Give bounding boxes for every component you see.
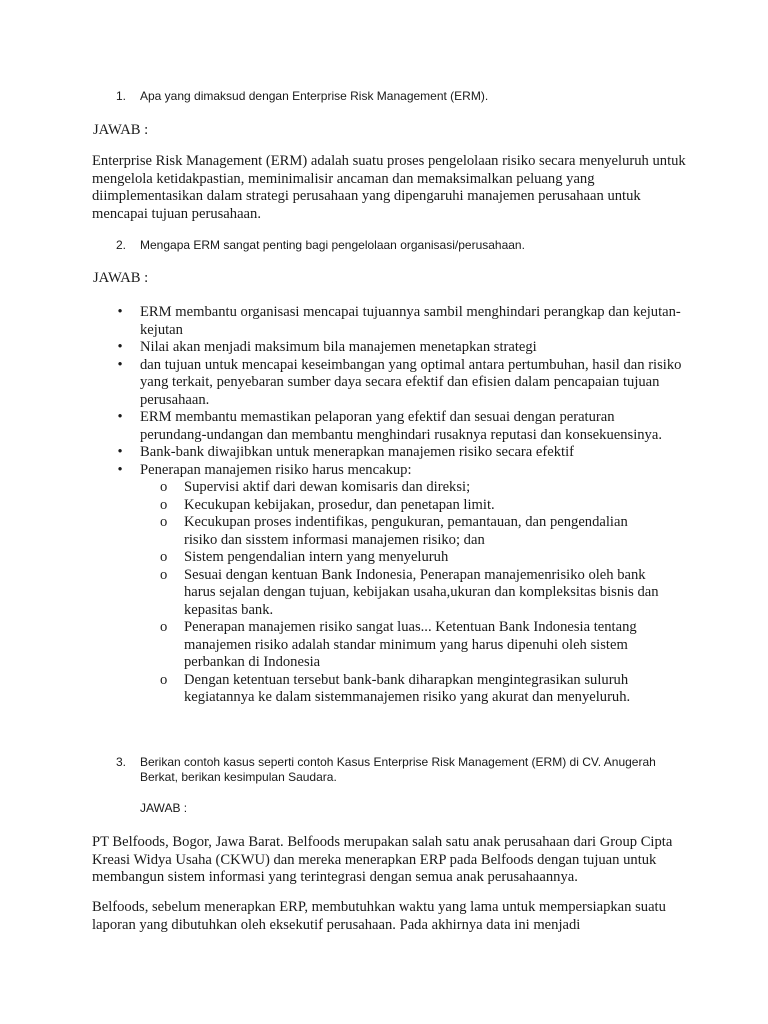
sub-list-item-text: Kecukupan proses indentifikas, pengukuran, pemantauan, dan pengendalian risiko dan sisstem informasi manajemen risiko; dan xyxy=(184,514,628,548)
question-1-number: 1. xyxy=(116,89,127,103)
question-3-text: Berikan contoh kasus seperti contoh Kasus Enterprise Risk Management (ERM) di CV. Anugerah Berkat, berikan kesimpulan Saudara. xyxy=(140,755,656,784)
list-item xyxy=(113,409,683,444)
sub-list-item xyxy=(160,549,660,567)
circle-bullet-icon: o xyxy=(160,496,168,513)
circle-bullet-icon: o xyxy=(160,479,168,495)
list-item xyxy=(113,462,683,707)
question-1 xyxy=(116,89,660,104)
circle-bullet-icon: o xyxy=(160,549,168,565)
circle-bullet-icon: o xyxy=(160,514,168,530)
answer-1-label: JAWAB : xyxy=(93,122,149,138)
answer-3-paragraph: PT Belfoods, Bogor, Jawa Barat. Belfoods merupakan salah satu anak perusahaan dari Group Cipta Kreasi Widya Usaha (CKWU) dan mereka menerapkan ERP pada Belfoods dengan tujuan untuk membangun sistem informasi yang terintegrasi dengan semua anak perusahaannya. xyxy=(92,834,673,885)
bullet-icon: • xyxy=(117,304,123,320)
sub-list-item xyxy=(160,672,660,707)
circle-bullet-icon: o xyxy=(160,619,168,635)
bullet-icon: • xyxy=(117,356,123,373)
bullet-icon: • xyxy=(117,461,123,478)
question-2-text: Mengapa ERM sangat penting bagi pengelolaan organisasi/perusahaan. xyxy=(140,238,525,252)
sub-list-item-text: Kecukupan kebijakan, prosedur, dan penetapan limit. xyxy=(184,496,495,513)
list-item-text: Bank-bank diwajibkan untuk menerapkan manajemen risiko secara efektif xyxy=(140,444,575,460)
sub-list-item xyxy=(160,514,660,549)
sub-list-item-text: Sistem pengendalian intern yang menyeluruh xyxy=(184,549,449,565)
list-item xyxy=(113,304,683,339)
question-3-number: 3. xyxy=(116,755,127,769)
sub-list-item-text: Sesuai dengan kentuan Bank Indonesia, Penerapan manajemenrisiko oleh bank harus sejalan dengan tujuan, kebijakan usaha,ukuran dan kompleksitas bisnis dan kepasitas bank. xyxy=(184,566,659,618)
list-item xyxy=(113,339,683,357)
sub-list-item xyxy=(160,479,660,497)
circle-bullet-icon: o xyxy=(160,566,168,583)
question-3 xyxy=(116,755,660,785)
answer-3-paragraph-2: Belfoods, sebelum menerapkan ERP, membutuhkan waktu yang lama untuk mempersiapkan suatu laporan yang dibutuhkan oleh eksekutif perusahaan. Pada akhirnya data ini menjadi xyxy=(92,899,666,933)
list-item-text: ERM membantu memastikan pelaporan yang efektif dan sesuai dengan peraturan perundang-undangan dan membantu menghindari rusaknya reputasi dan konsekuensinya. xyxy=(140,409,662,443)
sub-bullet-list xyxy=(160,479,660,707)
circle-bullet-icon: o xyxy=(160,671,168,688)
answer-3-label: JAWAB : xyxy=(140,801,188,815)
sub-list-item-text: Penerapan manajemen risiko sangat luas... Ketentuan Bank Indonesia tentang manajemen risiko adalah standar minimum yang harus dipenuhi oleh sistem perbankan di Indonesia xyxy=(184,619,637,670)
answer-1-paragraph: Enterprise Risk Management (ERM) adalah suatu proses pengelolaan risiko secara menyeluruh untuk mengelola ketidakpastian, meminimalisir ancaman dan memaksimalkan peluang yang diimplementasikan dalam strategi perusahaan yang dipengaruhi manajemen perusahaan untuk mencapai tujuan perusahaan. xyxy=(92,153,686,222)
list-item-text: ERM membantu organisasi mencapai tujuannya sambil menghindari perangkap dan kejutan-kejutan xyxy=(140,304,681,338)
question-2-number: 2. xyxy=(116,238,127,252)
bullet-icon: • xyxy=(117,409,123,425)
bullet-icon: • xyxy=(117,444,123,460)
sub-list-item-text: Supervisi aktif dari dewan komisaris dan direksi; xyxy=(184,479,471,495)
list-item xyxy=(113,357,683,410)
sub-list-item xyxy=(160,497,660,515)
list-item-text: Nilai akan menjadi maksimum bila manajemen menetapkan strategi xyxy=(140,339,537,355)
question-2 xyxy=(116,238,660,253)
sub-list-item xyxy=(160,567,660,620)
list-item-text: dan tujuan untuk mencapai keseimbangan yang optimal antara pertumbuhan, hasil dan risiko yang terkait, penyebaran sumber daya secara efektif dan efisien dalam pencapaian tujuan perusahaan. xyxy=(140,356,682,408)
list-item-text: Penerapan manajemen risiko harus mencakup: xyxy=(140,461,412,478)
answer-2-bullet-list xyxy=(113,304,683,707)
list-item xyxy=(113,444,683,462)
answer-2-label: JAWAB : xyxy=(93,270,149,286)
question-1-text: Apa yang dimaksud dengan Enterprise Risk Management (ERM). xyxy=(140,89,489,103)
sub-list-item-text: Dengan ketentuan tersebut bank-bank diharapkan mengintegrasikan suluruh kegiatannya ke dalam sistemmanajemen risiko yang akurat dan menyeluruh. xyxy=(184,671,631,705)
sub-list-item xyxy=(160,619,660,672)
bullet-icon: • xyxy=(117,339,123,355)
